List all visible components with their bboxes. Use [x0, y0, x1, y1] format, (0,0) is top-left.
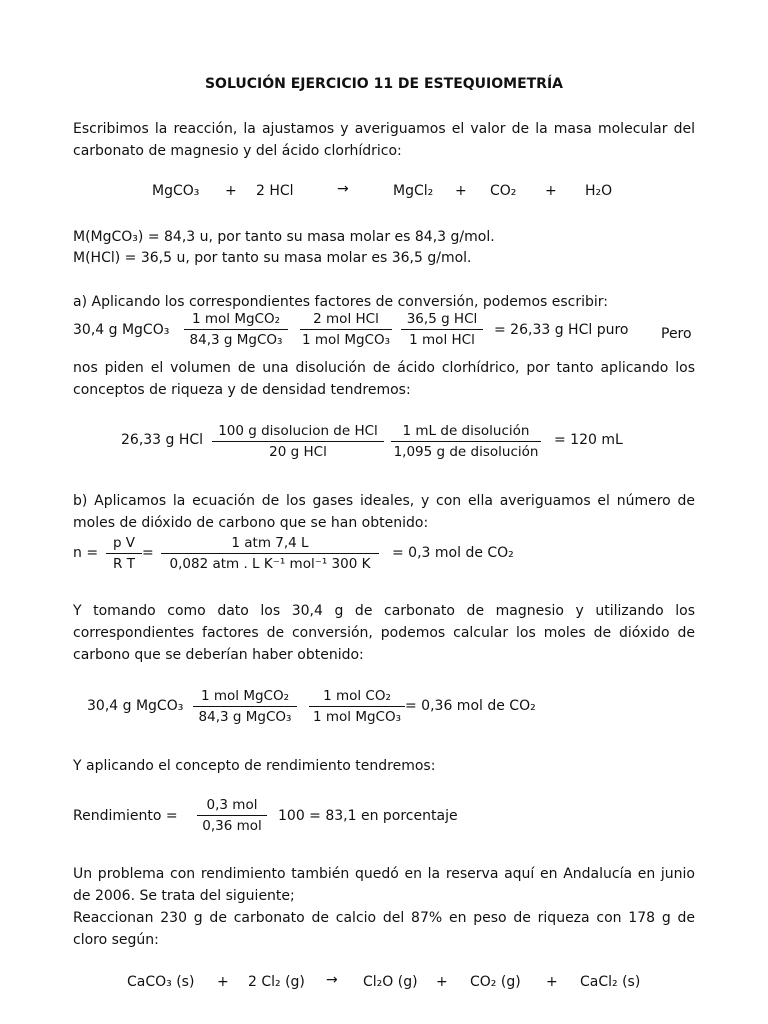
- formula-lead: 30,4 g MgCO₃: [73, 322, 170, 338]
- formula-result: 100 = 83,1 en porcentaje: [278, 808, 458, 824]
- product-cacl2: CaCl₂ (s): [580, 974, 641, 990]
- fraction-numerator: 1 mol CO₂: [323, 688, 391, 704]
- plus-sign: +: [436, 974, 448, 990]
- plus-sign: +: [545, 183, 557, 199]
- fraction: [391, 423, 541, 460]
- fraction-numerator: p V: [112, 535, 136, 551]
- molar-mass-hcl: M(HCl) = 36,5 u, por tanto su masa molar es 36,5 g/mol.: [73, 250, 472, 266]
- fraction-numerator: 36,5 g HCl: [406, 311, 478, 327]
- part-a-continuation: nos piden el volumen de una disolución de ácido clorhídrico, por tanto aplicando los conceptos de riqueza y de densidad tendremos:: [73, 360, 695, 398]
- plus-sign: +: [455, 183, 467, 199]
- reactant-mgco3: MgCO₃: [152, 183, 200, 199]
- product-h2o: H₂O: [585, 183, 613, 199]
- fraction: [193, 688, 297, 725]
- part-a-intro: a) Aplicando los correspondientes factores de conversión, podemos escribir:: [73, 294, 609, 310]
- formula-result: = 120 mL: [554, 432, 623, 448]
- part-b-intro: b) Aplicamos la ecuación de los gases ideales, y con ella averiguamos el número de moles de dióxido de carbono que se han obtenido:: [73, 493, 695, 531]
- formula-result: = 26,33 g HCl puro: [494, 322, 629, 338]
- fraction-denominator: 0,36 mol: [202, 818, 262, 834]
- reactant-caco3: CaCO₃ (s): [127, 974, 195, 990]
- extra-paragraph-2: Reaccionan 230 g de carbonato de calcio del 87% en peso de riqueza con 178 g de cloro según:: [73, 910, 695, 948]
- fraction-numerator: 1 mL de disolución: [402, 423, 530, 439]
- formula-lead: 30,4 g MgCO₃: [87, 698, 184, 714]
- fraction-denominator: 84,3 g MgCO₃: [189, 332, 283, 348]
- reactant-cl2: 2 Cl₂ (g): [248, 974, 305, 990]
- fraction: [212, 423, 384, 460]
- fraction: [161, 535, 379, 572]
- fraction-denominator: 1 mol MgCO₃: [312, 709, 401, 725]
- product-cl2o: Cl₂O (g): [363, 974, 418, 990]
- fraction: [184, 311, 288, 348]
- extra-paragraph-1: Un problema con rendimiento también quedó en la reserva aquí en Andalucía en junio de 2006. Se trata del siguiente;: [73, 866, 695, 904]
- fraction-denominator: R T: [113, 556, 135, 572]
- equals-sign: =: [142, 545, 154, 561]
- product-mgcl2: MgCl₂: [393, 183, 434, 199]
- formula-result: = 0,36 mol de CO₂: [405, 698, 536, 714]
- fraction-numerator: 2 mol HCl: [313, 311, 379, 327]
- yield-intro: Y aplicando el concepto de rendimiento tendremos:: [73, 758, 436, 774]
- molar-mass-mgco3: M(MgCO₃) = 84,3 u, por tanto su masa molar es 84,3 g/mol.: [73, 229, 495, 245]
- fraction-numerator: 1 mol MgCO₂: [191, 311, 280, 327]
- fraction: [401, 311, 483, 348]
- fraction-denominator: 0,082 atm . L K⁻¹ mol⁻¹ 300 K: [169, 556, 371, 572]
- fraction-numerator: 100 g disolucion de HCl: [218, 423, 378, 439]
- fraction-denominator: 1 mol HCl: [409, 332, 475, 348]
- fraction: [309, 688, 405, 725]
- arrow-symbol: →: [337, 181, 349, 197]
- fraction-numerator: 1 atm 7,4 L: [231, 535, 309, 551]
- fraction: [197, 797, 267, 834]
- fraction-numerator: 1 mol MgCO₂: [200, 688, 289, 704]
- fraction: [300, 311, 392, 348]
- plus-sign: +: [217, 974, 229, 990]
- product-co2: CO₂ (g): [470, 974, 521, 990]
- reactant-hcl: 2 HCl: [256, 183, 294, 199]
- formula-lead: Rendimiento =: [73, 808, 178, 824]
- fraction-numerator: 0,3 mol: [206, 797, 258, 813]
- formula-lead: n =: [73, 545, 99, 561]
- page-title: SOLUCIÓN EJERCICIO 11 DE ESTEQUIOMETRÍA: [204, 76, 564, 92]
- product-co2: CO₂: [490, 183, 517, 199]
- intro-paragraph: Escribimos la reacción, la ajustamos y averiguamos el valor de la masa molecular del carbonato de magnesio y del ácido clorhídrico:: [73, 121, 695, 159]
- plus-sign: +: [546, 974, 558, 990]
- formula-lead: 26,33 g HCl: [121, 432, 204, 448]
- fraction-denominator: 20 g HCl: [269, 444, 327, 460]
- plus-sign: +: [225, 183, 237, 199]
- fraction-denominator: 84,3 g MgCO₃: [198, 709, 292, 725]
- part-b-paragraph: Y tomando como dato los 30,4 g de carbonato de magnesio y utilizando los correspondientes factores de conversión, podemos calcular los moles de dióxido de carbono que se deberían haber obtenido:: [73, 603, 695, 663]
- fraction-denominator: 1 mol MgCO₃: [302, 332, 391, 348]
- arrow-symbol: →: [326, 972, 338, 988]
- fraction-denominator: 1,095 g de disolución: [393, 444, 539, 460]
- pero-word: Pero: [661, 326, 692, 342]
- fraction: [106, 535, 142, 572]
- formula-result: = 0,3 mol de CO₂: [392, 545, 514, 561]
